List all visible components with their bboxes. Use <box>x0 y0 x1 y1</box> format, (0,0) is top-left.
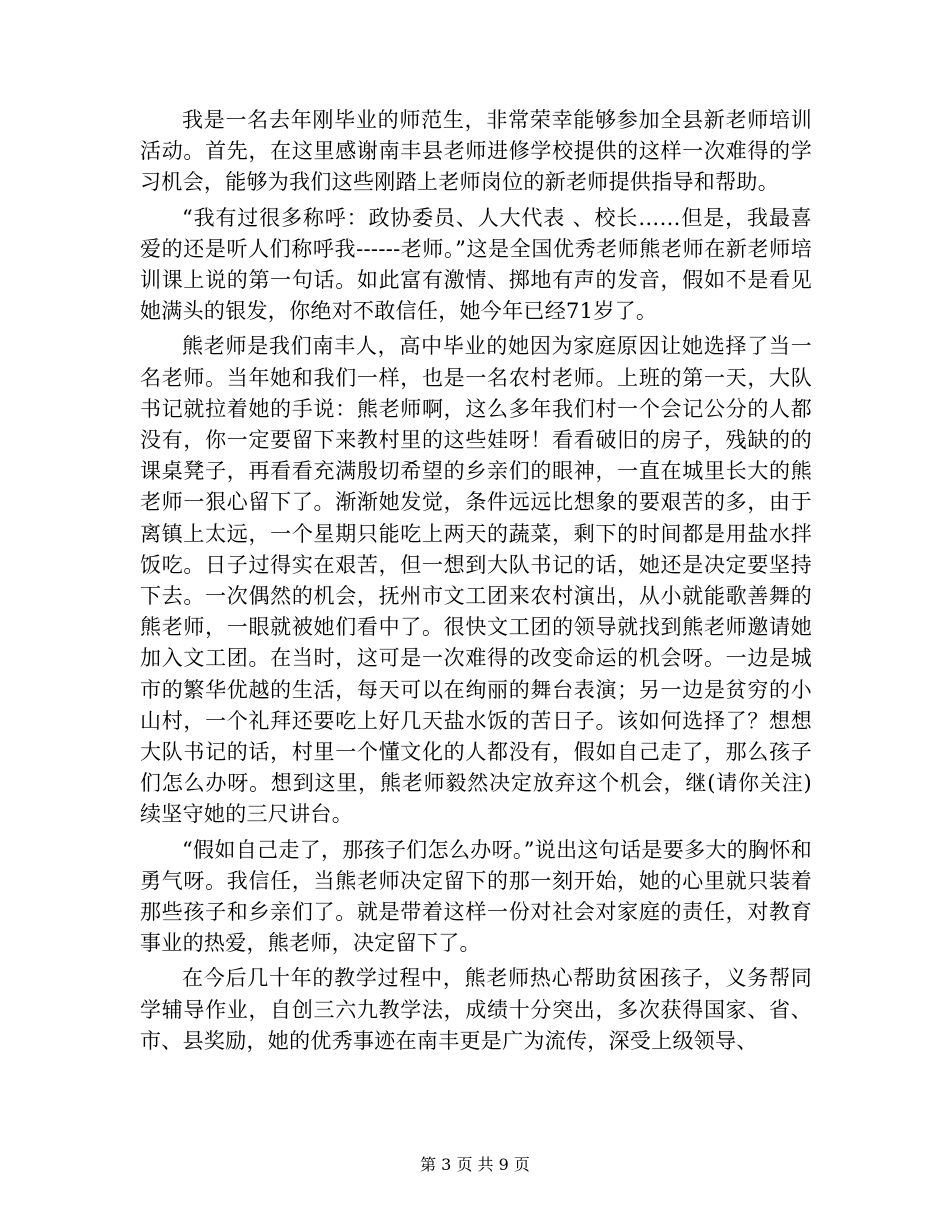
document-body <box>140 105 812 1061</box>
paragraph-quote: “我有过很多称呼：政协委员、人大代表 、校长……但是，我最喜爱的还是听人们称呼我------老师。”这是全国优秀老师熊老师在新老师培训课上说的第一句话。如此富有激情、掷地有声的发音，假如不是看见她满头的银发，你绝对不敢信任，她今年已经71岁了。 <box>140 205 812 324</box>
page-number-footer: 第 3 页 共 9 页 <box>420 1155 530 1174</box>
paragraph-achievements: 在今后几十年的教学过程中，熊老师热心帮助贫困孩子，义务帮同学辅导作业，自创三六九教学法，成绩十分突出，多次获得国家、省、市、县奖励，她的优秀事迹在南丰更是广为流传，深受上级领导、 <box>140 966 812 1053</box>
paragraph-intro: 我是一名去年刚毕业的师范生，非常荣幸能够参加全县新老师培训活动。首先，在这里感谢南丰县老师进修学校提供的这样一次难得的学习机会，能够为我们这些刚踏上老师岗位的新老师提供指导和帮助。 <box>140 108 812 195</box>
paragraph-reflection: “假如自己走了，那孩子们怎么办呀。”说出这句话是要多大的胸怀和勇气呀。我信任，当熊老师决定留下的那一刻开始，她的心里就只装着那些孩子和乡亲们了。就是带着这样一份对社会对家庭的责任，对教育事业的热爱，熊老师，决定留下了。 <box>140 837 812 956</box>
paragraph-story: 熊老师是我们南丰人，高中毕业的她因为家庭原因让她选择了当一名老师。当年她和我们一样，也是一名农村老师。上班的第一天，大队书记就拉着她的手说：熊老师啊，这么多年我们村一个会记公分的人都没有，你一定要留下来教村里的这些娃呀！看看破旧的房子，残缺的的课桌凳子，再看看充满殷切希望的乡亲们的眼神，一直在城里长大的熊老师一狠心留下了。渐渐她发觉，条件远远比想象的要艰苦的多，由于离镇上太远，一个星期只能吃上两天的蔬菜，剩下的时间都是用盐水拌饭吃。日子过得实在艰苦，但一想到大队书记的话，她还是决定要坚持下去。一次偶然的机会，抚州市文工团来农村演出，从小就能歌善舞的熊老师，一眼就被她们看中了。很快文工团的领导就找到熊老师邀请她加入文工团。在当时，这可是一次难得的改变命运的机会呀。一边是城市的繁华优越的生活，每天可以在绚丽的舞台表演；另一边是贫穷的小山村，一个礼拜还要吃上好几天盐水饭的苦日子。该如何选择了？想想大队书记的话，村里一个懂文化的人都没有，假如自己走了，那么孩子们怎么办呀。想到这里，熊老师毅然决定放弃这个机会，继(请你关注)续坚守她的三尺讲台。 <box>140 334 812 827</box>
